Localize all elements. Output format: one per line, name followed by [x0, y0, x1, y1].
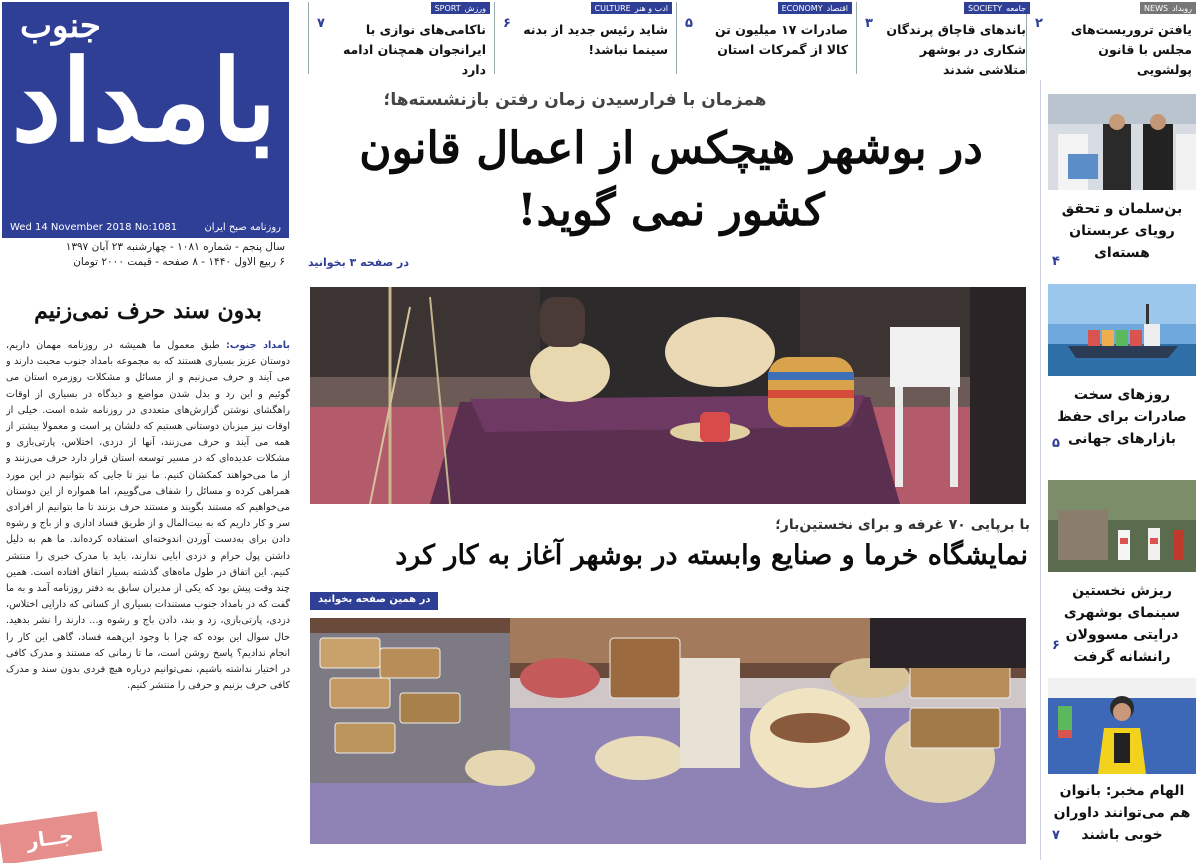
teaser-page-number: ۵: [685, 16, 693, 31]
teaser-headline: یافتن تروریست‌های مجلس با قانون پولشویی: [1070, 22, 1192, 77]
teaser-page-number: ۲: [1035, 16, 1043, 31]
second-page-ref[interactable]: در همین صفحه بخوانید: [310, 592, 438, 610]
dates-exhibition-photo-art: [310, 618, 1026, 844]
lead-headline-line-2: کشور نمی گوید!: [517, 185, 825, 236]
card-4-page: ۷: [1052, 828, 1060, 843]
teaser-headline: باندهای قاچاق پرندگان شکاری در بوشهر متلاشی شدند: [886, 22, 1026, 77]
card-1-photo: [1048, 94, 1196, 190]
logo-subtitle: جنوب: [20, 6, 101, 46]
section-name-en: SPORT: [434, 3, 461, 13]
dates-exhibition-photo: [310, 618, 1026, 844]
card-1-photo-art: [1048, 94, 1196, 190]
card-4-photo-art: [1048, 678, 1196, 774]
card-1-page: ۴: [1052, 254, 1060, 269]
lead-headline-line-1: در بوشهر هیچکس از اعمال قانون: [359, 123, 983, 174]
editorial-lead-label: بامداد جنوب:: [226, 340, 290, 351]
teaser-section-tag: [591, 2, 672, 14]
masthead: [0, 0, 292, 284]
section-name-fa: جامعه: [1006, 3, 1026, 13]
card-3-page: ۶: [1052, 638, 1060, 653]
teaser-headline: ناکامی‌های نوازی با ایرانجوان همچنان ادامه دارد: [342, 22, 486, 77]
teaser-economy[interactable]: [676, 2, 856, 74]
column-divider: [1040, 80, 1041, 860]
newspaper-logo[interactable]: [2, 2, 289, 216]
teaser-headline: صادرات ۱۷ میلیون تن کالا از گمرکات استان: [714, 22, 848, 57]
lead-kicker: همزمان با فرارسیدن زمان رفتن بازنشسته‌ها؛: [383, 90, 767, 110]
second-headline[interactable]: نمایشگاه خرما و صنایع وابسته در بوشهر آغاز به کار کرد: [395, 540, 1028, 571]
card-2-photo: [1048, 284, 1196, 376]
card-2-page: ۵: [1052, 436, 1060, 451]
second-kicker: با برپایی ۷۰ غرفه و برای نخستین‌بار؛: [775, 517, 1030, 533]
teaser-page-number: ۶: [503, 16, 511, 31]
teaser-section-tag: [778, 2, 852, 14]
teaser-news[interactable]: [1026, 2, 1200, 77]
editorial-body: [6, 338, 290, 858]
teaser-headline: شاید رئیس جدید از بدنه سینما نباشد!: [523, 22, 668, 57]
lead-headline[interactable]: [306, 118, 1036, 242]
teaser-culture[interactable]: [494, 2, 676, 74]
card-1-caption: بن‌سلمان و تحقق رویای عربستان هسته‌ای: [1061, 201, 1183, 261]
section-name-fa: ادب و هنر: [634, 3, 668, 13]
issue-info: [2, 238, 289, 282]
teaser-sport[interactable]: [308, 2, 494, 77]
right-card-1[interactable]: [1048, 94, 1196, 269]
section-name-en: SOCIETY: [968, 3, 1003, 13]
teaser-page-number: ۳: [865, 16, 873, 31]
lead-page-ref[interactable]: در صفحه ۳ بخوانید: [308, 256, 410, 269]
right-card-4[interactable]: [1048, 678, 1196, 846]
watermark-stamp: جــار: [0, 811, 102, 863]
section-name-fa: ورزش: [464, 3, 486, 13]
section-name-fa: روبداد: [1172, 3, 1192, 13]
section-name-en: NEWS: [1144, 3, 1169, 13]
teaser-section-tag: [1140, 2, 1196, 14]
card-3-photo: [1048, 480, 1196, 572]
card-2-caption: روزهای سخت صادرات برای حفظ بازارهای جهانی: [1057, 387, 1187, 447]
editorial-title[interactable]: بدون سند حرف نمی‌زنیم: [34, 298, 262, 324]
issue-date-en: [10, 222, 177, 233]
editorial-text: طبق معمول ما همیشه در روزنامه مهمان داریم، دوستان عزیز بسیاری هستند که به مجموعه بامداد جنوب محبت دارند و می آیند و حرف می‌زنیم و از مسائل و مشکلات روزمره استان می گوئیم و این رد و بدل شدن مواضع و دیدگاه در بسیاری از اوقات راهگشای نوشتن گزارش‌های متعددی در روزنامه شده است. خیلی از اوقات نیز میزبان دوستانی هستیم که دلشان پر است و معمولا بیشتر از همه می آیند و حرف می‌زنند، آنها از دزدی، اختلاس، پارتی‌بازی و مشکلات عدیده‌ای که در مسیر توسعه استان قرار دارد حرف می‌زنند و از ما می‌خواهند کمکشان کنیم. ما نیز تا جایی که بتوانیم در این مورد همراهی کرده و مسائل را شفاف می‌گوییم، اما همواره از این دوستان می‌خواهیم که مستند بگویند و مستند حرف بزنند تا ما بتوانیم از افرادی سر و کار داریم که به بیت‌المال و از طریق فساد اداری و از باج و رشوه دادن برای به‌دست آوردن اندوخته‌ای استفاده کرده‌اند. ما هم به دلیل داشتن پول حرام و دزدی ابایی ندارند، باید با مدرک خبری را منتشر کنیم. این اتفاق در طول ماه‌های گذشته بسیار اتفاق افتاده است. همین چند وقت پیش بود که یکی از مدیران سابق به دفتر روزنامه آمد و به ما گفت که در بامداد جنوب مستندات بسیاری از کسانی که دارایی اختلاس، دزدی، پارتی‌بازی، زد و بند، دادن باج و رشوه و... دارند را نشر بدهید. حال سوال این بوده که چرا با وجود این‌همه فساد، گاهی این کار را انجام ندادیم؟ پاسخ روشن است، ما تا زمانی که مستند و مدرک کافی در اختیار نداشته باشیم، نمی‌توانیم درباره هیچ فردی بدون سند و مدرک کافی حرف بزنیم و حرفی را منتشر کنیم.: [6, 340, 290, 692]
issue-line-2: ۶ ربیع الاول ۱۴۴۰ - ۸ صفحه - قیمت ۲۰۰۰ تومان: [73, 256, 285, 268]
card-4-caption: الهام مخبر: بانوان هم می‌توانند داوران خوبی باشند: [1053, 783, 1191, 843]
tagline: روزنامه صبح ایران: [204, 221, 281, 233]
teaser-section-tag: [431, 2, 490, 14]
card-3-caption: ریزش نخستین سینمای بوشهری درایتی مسوولان رانشانه گرفت: [1063, 583, 1181, 665]
card-3-photo-art: [1048, 480, 1196, 572]
teaser-society[interactable]: [856, 2, 1034, 77]
card-4-photo: [1048, 678, 1196, 774]
issue-bar: [2, 216, 289, 238]
issue-number: No:1081: [134, 221, 178, 233]
issue-line-1: سال پنجم - شماره ۱۰۸۱ - چهارشنبه ۲۳ آبان ۱۳۹۷: [65, 241, 285, 253]
section-name-fa: اقتصاد: [826, 3, 848, 13]
card-2-photo-art: [1048, 284, 1196, 376]
logo-wordmark: بامداد: [11, 36, 277, 167]
date-en: Wed 14 November 2018: [10, 221, 132, 233]
section-name-en: CULTURE: [594, 3, 631, 13]
teaser-page-number: ۷: [317, 16, 325, 31]
handicraft-photo-art: [310, 287, 1026, 504]
right-card-2[interactable]: [1048, 284, 1196, 450]
teaser-section-tag: [964, 2, 1030, 14]
right-card-3[interactable]: [1048, 480, 1196, 668]
handicraft-photo: [310, 287, 1026, 504]
section-name-en: ECONOMY: [781, 3, 823, 13]
